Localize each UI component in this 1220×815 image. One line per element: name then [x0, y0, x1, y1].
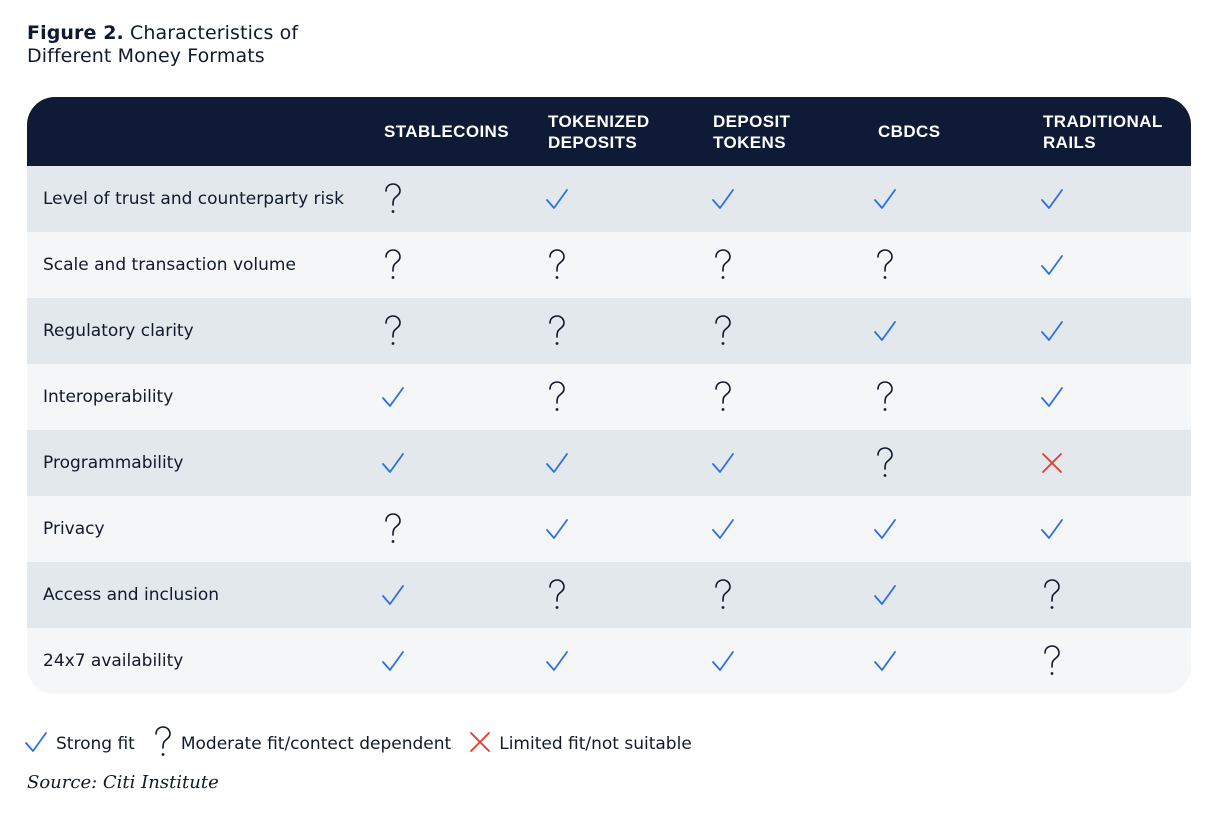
figure-label: Figure 2.	[27, 22, 124, 44]
row-label: Programmability	[43, 453, 184, 473]
figure-title	[27, 22, 298, 68]
question-icon	[708, 232, 738, 298]
check-icon	[542, 628, 572, 694]
table-row	[27, 496, 1191, 562]
question-icon	[153, 726, 173, 763]
check-icon	[870, 166, 900, 232]
table-row	[27, 232, 1191, 298]
question-icon	[378, 496, 408, 562]
table-header	[27, 97, 1191, 166]
figure-title-line2: Different Money Formats	[27, 45, 265, 67]
question-icon	[1037, 562, 1067, 628]
row-label: Scale and transaction volume	[43, 255, 296, 275]
question-icon	[542, 364, 572, 430]
check-icon	[378, 628, 408, 694]
comparison-table	[27, 97, 1191, 694]
legend	[24, 726, 710, 762]
cross-icon	[469, 731, 491, 758]
row-label: Regulatory clarity	[43, 321, 194, 341]
question-icon	[870, 430, 900, 496]
check-icon	[24, 730, 48, 759]
check-icon	[708, 166, 738, 232]
source-note: Source: Citi Institute	[27, 772, 219, 793]
check-icon	[870, 298, 900, 364]
cross-icon	[1037, 430, 1067, 496]
check-icon	[870, 562, 900, 628]
check-icon	[378, 562, 408, 628]
legend-label-moderate: Moderate fit/contect dependent	[180, 734, 452, 754]
table-row	[27, 364, 1191, 430]
check-icon	[1037, 496, 1067, 562]
check-icon	[708, 496, 738, 562]
check-icon	[870, 628, 900, 694]
check-icon	[1037, 298, 1067, 364]
check-icon	[378, 364, 408, 430]
column-header-traditional-rails: TRADITIONAL RAILS	[1043, 111, 1163, 152]
check-icon	[1037, 232, 1067, 298]
question-icon	[378, 232, 408, 298]
column-header-deposit-tokens: DEPOSIT TOKENS	[713, 111, 791, 152]
question-icon	[378, 298, 408, 364]
check-icon	[542, 496, 572, 562]
check-icon	[542, 166, 572, 232]
legend-label-limited: Limited fit/not suitable	[499, 734, 692, 754]
table-row	[27, 430, 1191, 496]
check-icon	[708, 628, 738, 694]
row-label: Privacy	[43, 519, 105, 539]
figure-title-line1: Characteristics of	[129, 22, 299, 44]
column-header-cbdcs: CBDCS	[878, 122, 941, 141]
check-icon	[708, 430, 738, 496]
column-header-stablecoins: STABLECOINS	[384, 122, 509, 141]
check-icon	[1037, 364, 1067, 430]
column-header-tokenized-deposits: TOKENIZED DEPOSITS	[548, 111, 650, 152]
legend-item-moderate	[153, 726, 451, 763]
question-icon	[542, 298, 572, 364]
legend-item-strong	[24, 730, 135, 759]
check-icon	[1037, 166, 1067, 232]
row-label: Access and inclusion	[43, 585, 220, 605]
table-row	[27, 628, 1191, 694]
question-icon	[708, 364, 738, 430]
question-icon	[542, 232, 572, 298]
question-icon	[708, 562, 738, 628]
row-label: Level of trust and counterparty risk	[43, 189, 344, 209]
check-icon	[870, 496, 900, 562]
row-label: 24x7 availability	[43, 651, 184, 671]
table-row	[27, 562, 1191, 628]
check-icon	[378, 430, 408, 496]
legend-item-limited	[469, 731, 692, 758]
question-icon	[378, 166, 408, 232]
check-icon	[542, 430, 572, 496]
question-icon	[1037, 628, 1067, 694]
question-icon	[542, 562, 572, 628]
legend-label-strong: Strong fit	[56, 734, 135, 754]
question-icon	[870, 364, 900, 430]
question-icon	[708, 298, 738, 364]
table-row	[27, 166, 1191, 232]
row-label: Interoperability	[43, 387, 174, 407]
table-row	[27, 298, 1191, 364]
question-icon	[870, 232, 900, 298]
